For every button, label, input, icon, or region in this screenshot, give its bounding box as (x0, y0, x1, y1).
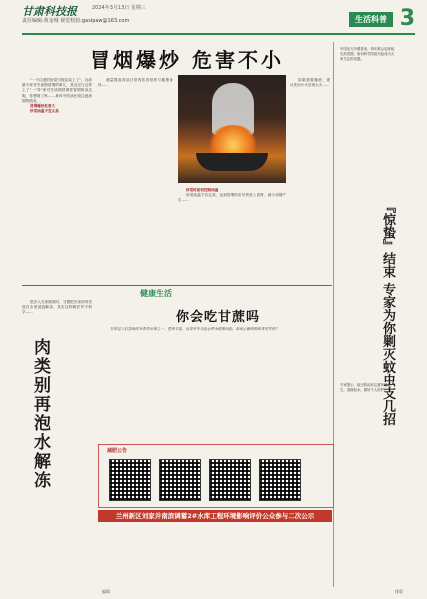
dateline: 2024年3月13日 星期三 (92, 5, 146, 11)
notice-box (98, 444, 334, 508)
qr-row (109, 459, 301, 501)
wok-image (196, 153, 268, 171)
band-logo: 健康生活 (140, 289, 172, 298)
cooking-photo (178, 75, 286, 183)
right-headline: 『惊蛰』结束 专家为你剿灭蚊虫支几招 (380, 200, 395, 426)
right-bottom-text: 专家提示，蚊虫防治应注重环境卫生，清除积水，做好个人防护。 (340, 383, 391, 393)
right-col-top (340, 44, 396, 194)
footer-right: 排版 (395, 589, 403, 594)
right-col-bottom (340, 380, 396, 580)
col1-subhead-2: 炒菜油温不宜太高 (30, 109, 59, 114)
section-band (22, 285, 332, 286)
meat-headline: 肉类别再泡水解冻 (30, 338, 50, 490)
editor-line: 责任编辑:黄金城 视觉校验:gaslpaw@163.com (22, 18, 130, 24)
meat-article-text: 很多人在家做饭时，习惯把冷冻的肉类放在水里浸泡解冻，其实这种做法并不科学…… (22, 300, 92, 315)
article-col-2 (98, 78, 173, 278)
article-col-4 (290, 78, 330, 278)
qr-code-icon (259, 459, 301, 501)
col3-text: 炒菜油温不宜过高，达到冒烟时应尽快放入食材，减少油烟产生…… (178, 193, 286, 203)
sugarcane-intro: 甘蔗是人们喜爱的冬春季水果之一，营养丰富，但食用不当也会带来健康风险。如何正确选购和食用甘蔗？ (110, 327, 279, 331)
qr-code-icon (209, 459, 251, 501)
col1-text: "一不注意的炒菜引便急烧上了"，目前最专家对烹油烟冒烟的事儿，其全过与这样上了"一"导"家对烹油烟冒烟冒冒烟的身边呢，你想到了吗……身体中的油比较注意油烟的情况。 (22, 78, 92, 103)
page-footer (22, 589, 415, 595)
sugarcane-headline: 你会吃甘蔗吗 (176, 310, 261, 325)
right-top-text: 中国北方冷暖春来，每年都会迎来蚊虫高发期，如何科学防蚊灭蚊成为大家关注的话题。 (340, 47, 395, 62)
col4-text: 如果需要爆炒，建议先用小火后再大火…… (290, 78, 330, 88)
header-rule (22, 33, 415, 35)
page-number: 3 (399, 6, 415, 31)
article-col-3 (178, 188, 286, 278)
main-headline: 冒烟爆炒 危害不小 (90, 48, 284, 72)
footer-left: 编辑 (102, 589, 110, 594)
col1-subhead-1: 冒烟爆炒危害大 (30, 104, 56, 109)
article-col-1 (22, 78, 92, 278)
public-notice-banner: 兰州新区刘家井南滨调蓄2#水库工程环境影响评价公众参与二次公示 (98, 510, 332, 522)
newspaper-logo: 甘肃科技报 (22, 5, 77, 18)
qr-code-icon (109, 459, 151, 501)
qr-code-icon (159, 459, 201, 501)
notice-title: 减肥公告 (107, 448, 128, 454)
col3-subhead: 炒菜时如何控制油温 (186, 188, 219, 192)
page-header (0, 0, 427, 40)
col2-text: 测量提高食品日常的饮食营养与健康身体…… (98, 78, 173, 88)
section-tag: 生活科普 (349, 12, 393, 27)
